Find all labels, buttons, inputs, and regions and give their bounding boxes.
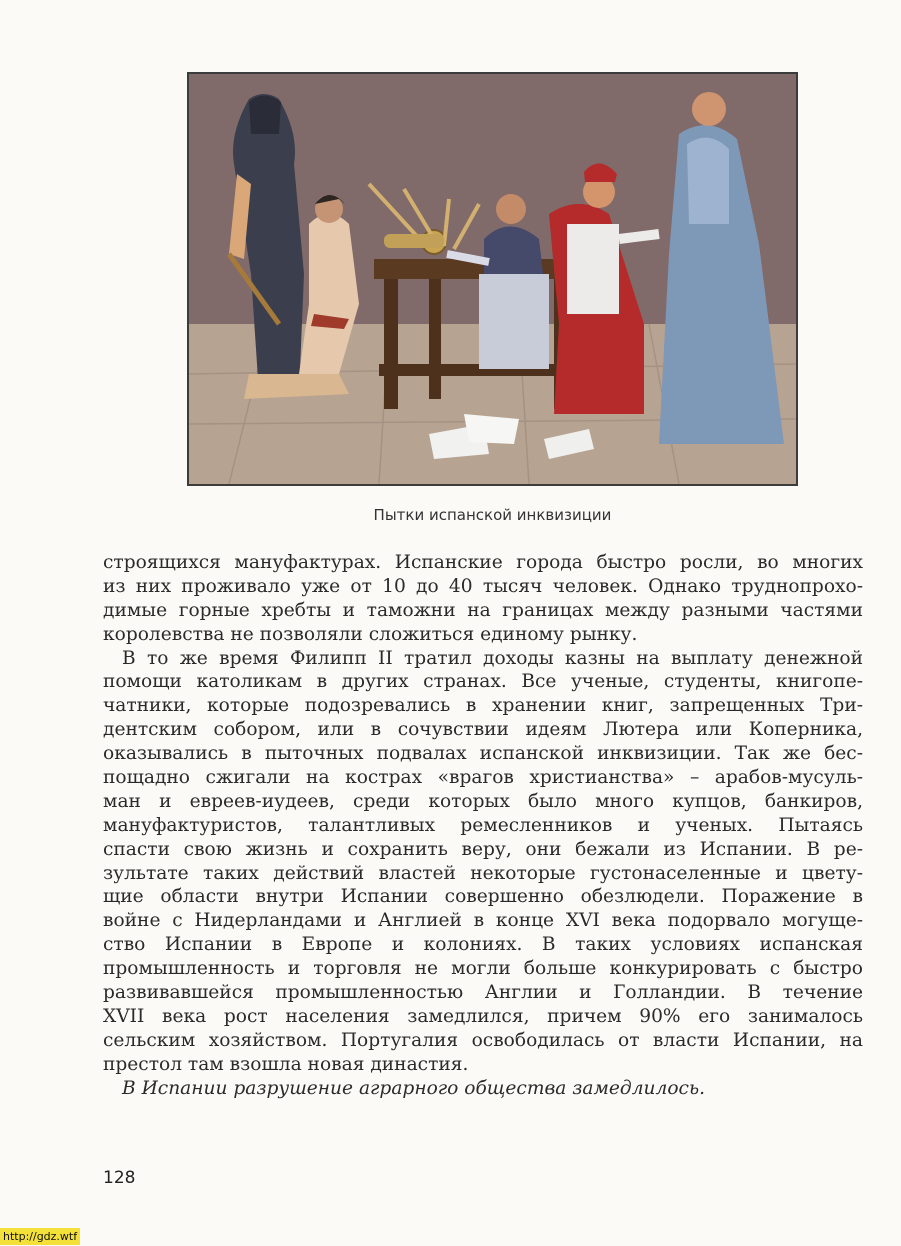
- text-line: XVII века рост населения замедлился, причем 90% его занималось: [103, 1005, 863, 1027]
- illustration-drawing: [189, 74, 796, 484]
- text-line: оказывались в пыточных подвалах испанской инквизиции. Так же бес-: [103, 743, 863, 765]
- text-line: строящихся мануфактурах. Испанские города быстро росли, во многих: [103, 552, 863, 573]
- text-line: чатники, которые подозревались в хранении книг, запрещенных Три-: [103, 695, 863, 717]
- text-line: промышленность и торговля не могли больше конкурировать с быстро: [103, 958, 863, 980]
- text-line: ман и евреев-иудеев, среди которых было много купцов, банкиров,: [103, 790, 863, 812]
- text-line: щие области внутри Испании совершенно обезлюдели. Поражение в: [103, 886, 863, 908]
- conclusion-line: В Испании разрушение аграрного общества замедлилось.: [122, 1077, 706, 1099]
- text-line: престол там взошла новая династия.: [103, 1053, 469, 1075]
- text-line: помощи католикам в других странах. Все ученые, студенты, книгопе-: [103, 671, 863, 693]
- text-line: королевства не позволяли сложиться единому рынку.: [103, 623, 638, 645]
- page-number: 128: [103, 1168, 136, 1188]
- watermark-link[interactable]: http://gdz.wtf: [0, 1228, 80, 1245]
- figure-caption: Пытки испанской инквизиции: [373, 506, 612, 524]
- text-line: димые горные хребты и таможни на границах между разными частями: [103, 599, 863, 621]
- inquisition-illustration: [187, 72, 798, 486]
- text-line: развивавшейся промышленностью Англии и Голландии. В течение: [103, 982, 863, 1004]
- text-line: спасти свою жизнь и сохранить веру, они бежали из Испании. В ре-: [103, 838, 863, 860]
- text-line: зультате таких действий властей некоторые густонаселенные и цвету-: [103, 862, 863, 884]
- text-line: из них проживало уже от 10 до 40 тысяч человек. Однако труднопрохо-: [103, 575, 863, 597]
- text-line: дентским собором, или в сочувствии идеям Лютера или Коперника,: [103, 719, 863, 741]
- body-text: [103, 551, 863, 1100]
- text-line: пощадно сжигали на кострах «врагов христианства» – арабов-мусуль-: [103, 767, 863, 789]
- text-line: войне с Нидерландами и Англией в конце XVI века подорвало могуще-: [103, 910, 863, 932]
- text-line: сельским хозяйством. Португалия освободилась от власти Испании, на: [103, 1029, 863, 1051]
- text-line: ство Испании в Европе и колониях. В таких условиях испанская: [103, 934, 863, 956]
- text-line: мануфактуристов, талантливых ремесленников и ученых. Пытаясь: [103, 814, 863, 836]
- text-line: В то же время Филипп II тратил доходы казны на выплату денежной: [122, 647, 863, 669]
